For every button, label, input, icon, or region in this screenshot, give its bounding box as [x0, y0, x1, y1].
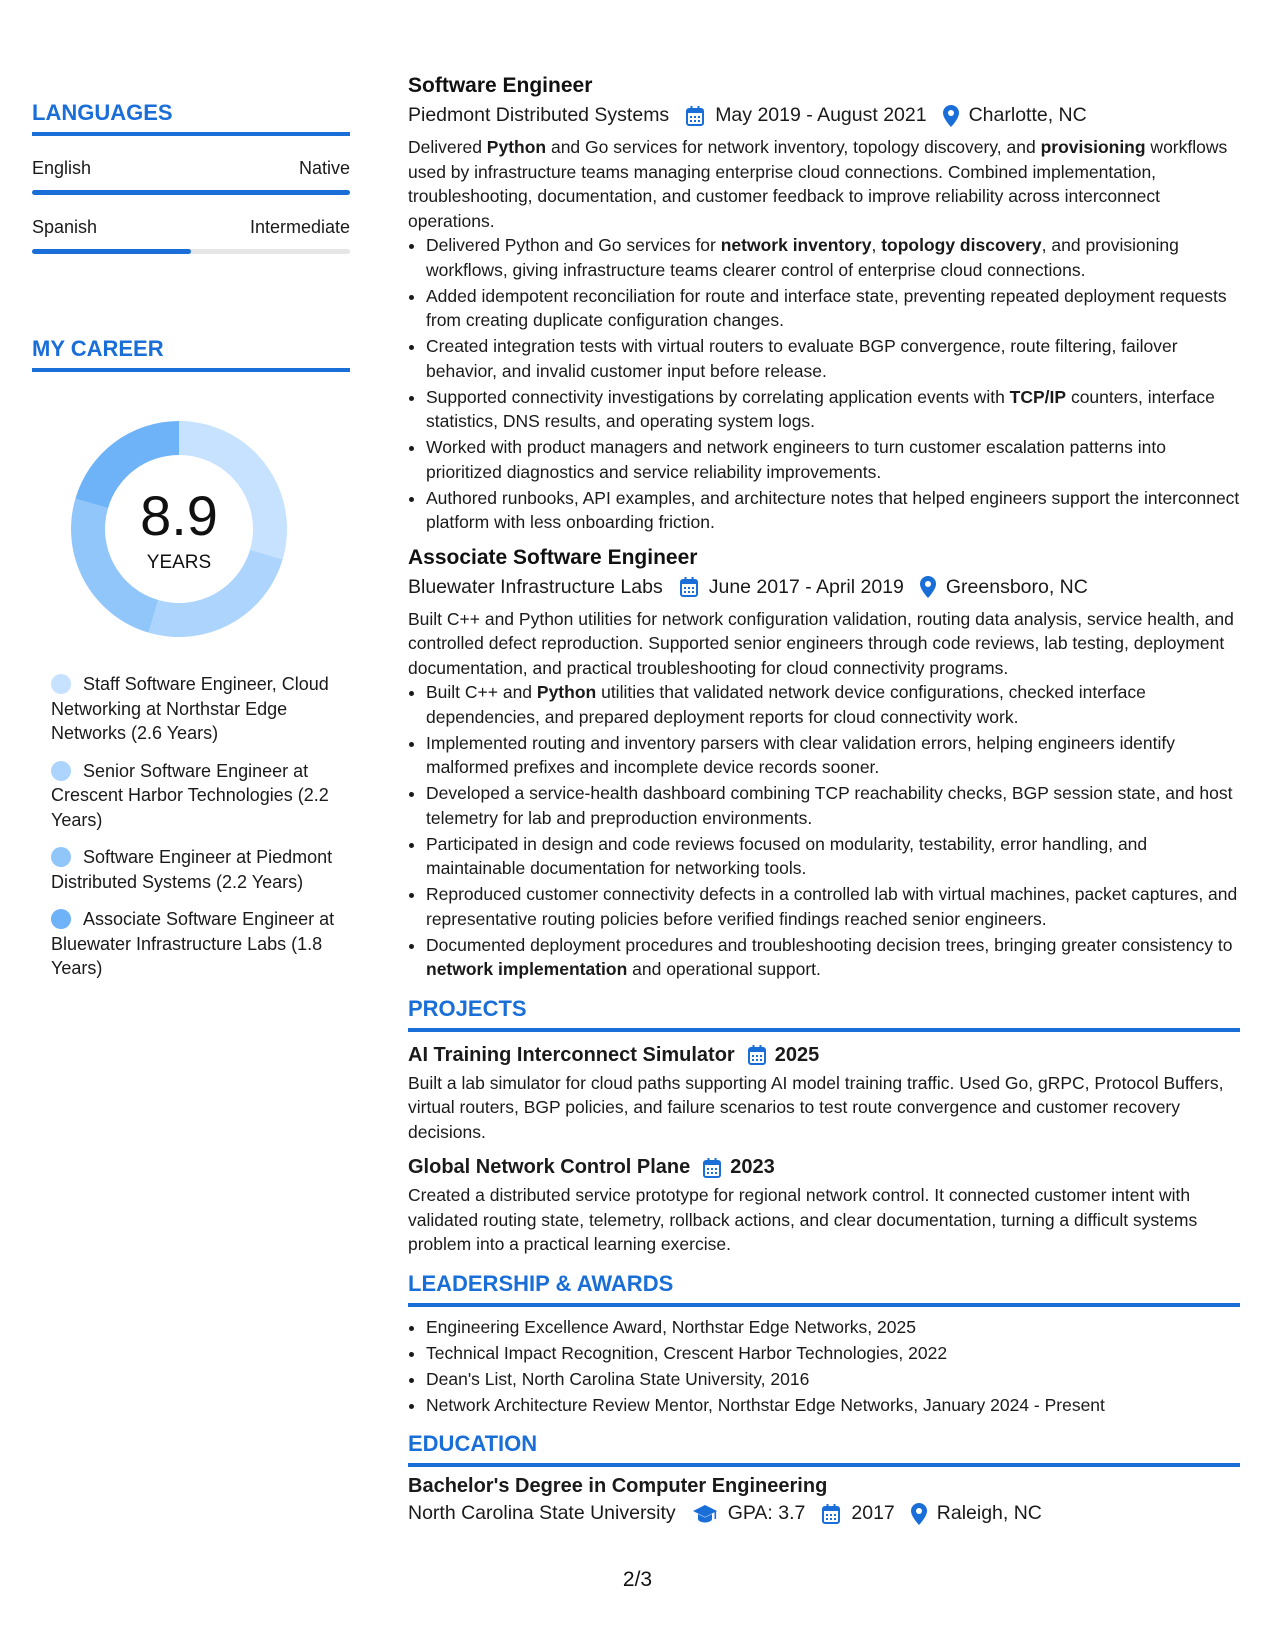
calendar-icon	[747, 1044, 767, 1066]
job-dates: May 2019 - August 2021	[715, 104, 927, 126]
education-section	[408, 1431, 1240, 1525]
leadership-title: LEADERSHIP & AWARDS	[408, 1271, 1240, 1307]
job-location: Charlotte, NC	[968, 104, 1087, 126]
leadership-item: • Dean's List, North Carolina State University, 2016	[426, 1367, 1240, 1392]
job-bullet: • Participated in design and code reviews focused on modularity, testability, error handling, and maintainable documentation for networking tools.	[426, 832, 1240, 881]
job-company: Piedmont Distributed Systems	[408, 104, 670, 126]
location-pin-icon	[920, 576, 936, 598]
language-bar	[32, 190, 350, 195]
education-title: EDUCATION	[408, 1431, 1240, 1467]
job-bullet: • Implemented routing and inventory parsers with clear validation errors, helping engineers identify malformed prefixes and incomplete device records sooner.	[426, 731, 1240, 780]
language-bar	[32, 249, 350, 254]
job-bullet: • Added idempotent reconciliation for route and interface state, preventing repeated deployment requests from creating duplicate configuration changes.	[426, 284, 1240, 333]
career-legend-text: Staff Software Engineer, Cloud Networking at Northstar Edge Networks (2.6 Years)	[51, 674, 329, 743]
job-title: Software Engineer	[408, 74, 593, 97]
career-legend-text: Associate Software Engineer at Bluewater Infrastructure Labs (1.8 Years)	[51, 909, 335, 978]
job-bullet: • Documented deployment procedures and troubleshooting decision trees, bringing greater consistency to network implementation and operational support.	[426, 933, 1240, 982]
job-meta	[408, 104, 1240, 127]
career-legend-item	[51, 907, 341, 981]
graduation-cap-icon	[692, 1504, 718, 1524]
projects-section	[408, 996, 1240, 1257]
education-school: North Carolina State University	[408, 1502, 676, 1524]
job-entry	[408, 546, 1240, 982]
language-level: Native	[298, 158, 350, 178]
job-bullet: • Built C++ and Python utilities that validated network device configurations, checked interface dependencies, and prepared deployment reports for cloud connectivity work.	[426, 680, 1240, 729]
career-years-unit: YEARS	[146, 552, 212, 573]
leadership-section	[408, 1271, 1240, 1418]
career-donut-chart	[66, 416, 292, 642]
project-item	[408, 1044, 1240, 1145]
leadership-item: • Engineering Excellence Award, Northstar Edge Networks, 2025	[426, 1315, 1240, 1340]
job-bullet: • Reproduced customer connectivity defects in a controlled lab with virtual machines, packet captures, and representative routing policies before verified findings reached senior engineers.	[426, 882, 1240, 931]
leadership-item: • Technical Impact Recognition, Crescent Harbor Technologies, 2022	[426, 1341, 1240, 1366]
job-bullet: • Authored runbooks, API examples, and architecture notes that helped engineers support the interconnect platform with less onboarding friction.	[426, 486, 1240, 535]
language-item	[32, 158, 350, 195]
page-number: 2/3	[622, 1568, 653, 1591]
leadership-item: • Network Architecture Review Mentor, Northstar Edge Networks, January 2024 - Present	[426, 1393, 1240, 1418]
location-pin-icon	[943, 105, 959, 127]
project-item	[408, 1156, 1240, 1257]
job-company: Bluewater Infrastructure Labs	[408, 575, 663, 598]
career-legend-item	[51, 759, 341, 833]
left-column	[32, 100, 350, 994]
job-bullets	[408, 233, 1240, 535]
job-summary: Delivered Python and Go services for network inventory, topology discovery, and provisioning workflows used by infrastructure teams managing enterprise cloud connections. Combined implementation, troubleshooting, documentation, and customer feedback to improve reliability across interconnect operations.	[408, 137, 1228, 231]
job-bullet: • Delivered Python and Go services for network inventory, topology discovery, and provisioning workflows, giving infrastructure teams clearer control of enterprise cloud connections.	[426, 233, 1240, 282]
job-title: Associate Software Engineer	[408, 545, 698, 569]
language-bar-fill	[32, 249, 191, 254]
career-legend-item	[51, 845, 341, 894]
career-legend	[32, 672, 341, 981]
job-dates: June 2017 - April 2019	[708, 575, 904, 598]
job-bullet: • Supported connectivity investigations by correlating application events with TCP/IP counters, interface statistics, DNS results, and operating system logs.	[426, 385, 1240, 434]
project-description: Created a distributed service prototype for regional network control. It connected customer intent with validated routing state, telemetry, rollback actions, and clear documentation, turning a difficult systems problem into a practical learning exercise.	[408, 1185, 1198, 1254]
job-summary: Built C++ and Python utilities for network configuration validation, routing data analysis, service health, and controlled defect reproduction. Supported senior engineers through code reviews, lab testing, deployment documentation, and practical troubleshooting for cloud connectivity programs.	[408, 608, 1234, 678]
career-title: MY CAREER	[32, 336, 350, 372]
project-header	[408, 1044, 1240, 1067]
job-meta	[408, 576, 1240, 599]
project-description: Built a lab simulator for cloud paths supporting AI model training traffic. Used Go, gRPC, Protocol Buffers, virtual routers, BGP policies, and failure scenarios to test route convergence and customer recovery decisions.	[408, 1072, 1224, 1142]
job-bullet: • Created integration tests with virtual routers to evaluate BGP convergence, route filtering, failover behavior, and invalid customer input before release.	[426, 334, 1240, 383]
job-bullet: • Worked with product managers and network engineers to turn customer escalation patterns into prioritized diagnostics and service reliability improvements.	[426, 435, 1240, 484]
career-legend-text: Software Engineer at Piedmont Distributed Systems (2.2 Years)	[51, 847, 333, 892]
leadership-list	[408, 1315, 1240, 1418]
job-bullet: • Developed a service-health dashboard combining TCP reachability checks, BGP session state, and host telemetry for lab and preproduction environments.	[426, 781, 1240, 830]
location-pin-icon	[911, 1503, 927, 1525]
job-location: Greensboro, NC	[945, 575, 1088, 598]
calendar-icon	[821, 1503, 841, 1525]
project-year: 2023	[730, 1156, 775, 1178]
language-name: Spanish	[32, 217, 98, 237]
legend-dot	[51, 761, 71, 781]
project-name: AI Training Interconnect Simulator	[408, 1043, 735, 1066]
calendar-icon	[702, 1157, 722, 1179]
education-degree: Bachelor's Degree in Computer Engineering	[408, 1475, 828, 1497]
legend-dot	[51, 909, 71, 929]
project-year: 2025	[774, 1043, 820, 1066]
education-meta	[408, 1502, 1240, 1525]
projects-title: PROJECTS	[408, 996, 1240, 1032]
project-name: Global Network Control Plane	[408, 1156, 691, 1178]
education-gpa: GPA: 3.7	[727, 1502, 806, 1524]
education-location: Raleigh, NC	[936, 1502, 1042, 1524]
career-legend-item	[51, 672, 341, 746]
job-entry	[408, 74, 1240, 535]
languages-title: LANGUAGES	[32, 100, 350, 136]
career-total-years: 8.9	[140, 484, 218, 547]
language-item	[32, 217, 350, 254]
language-name: English	[32, 158, 92, 178]
calendar-icon	[685, 105, 705, 127]
calendar-icon	[679, 576, 699, 598]
language-level: Intermediate	[249, 217, 350, 237]
job-bullets	[408, 680, 1240, 982]
legend-dot	[51, 847, 71, 867]
career-legend-text: Senior Software Engineer at Crescent Harbor Technologies (2.2 Years)	[51, 760, 329, 830]
project-header	[408, 1156, 1240, 1179]
legend-dot	[51, 674, 71, 694]
language-bar-fill	[32, 190, 350, 195]
education-year: 2017	[851, 1502, 895, 1524]
right-column	[408, 74, 1240, 1525]
